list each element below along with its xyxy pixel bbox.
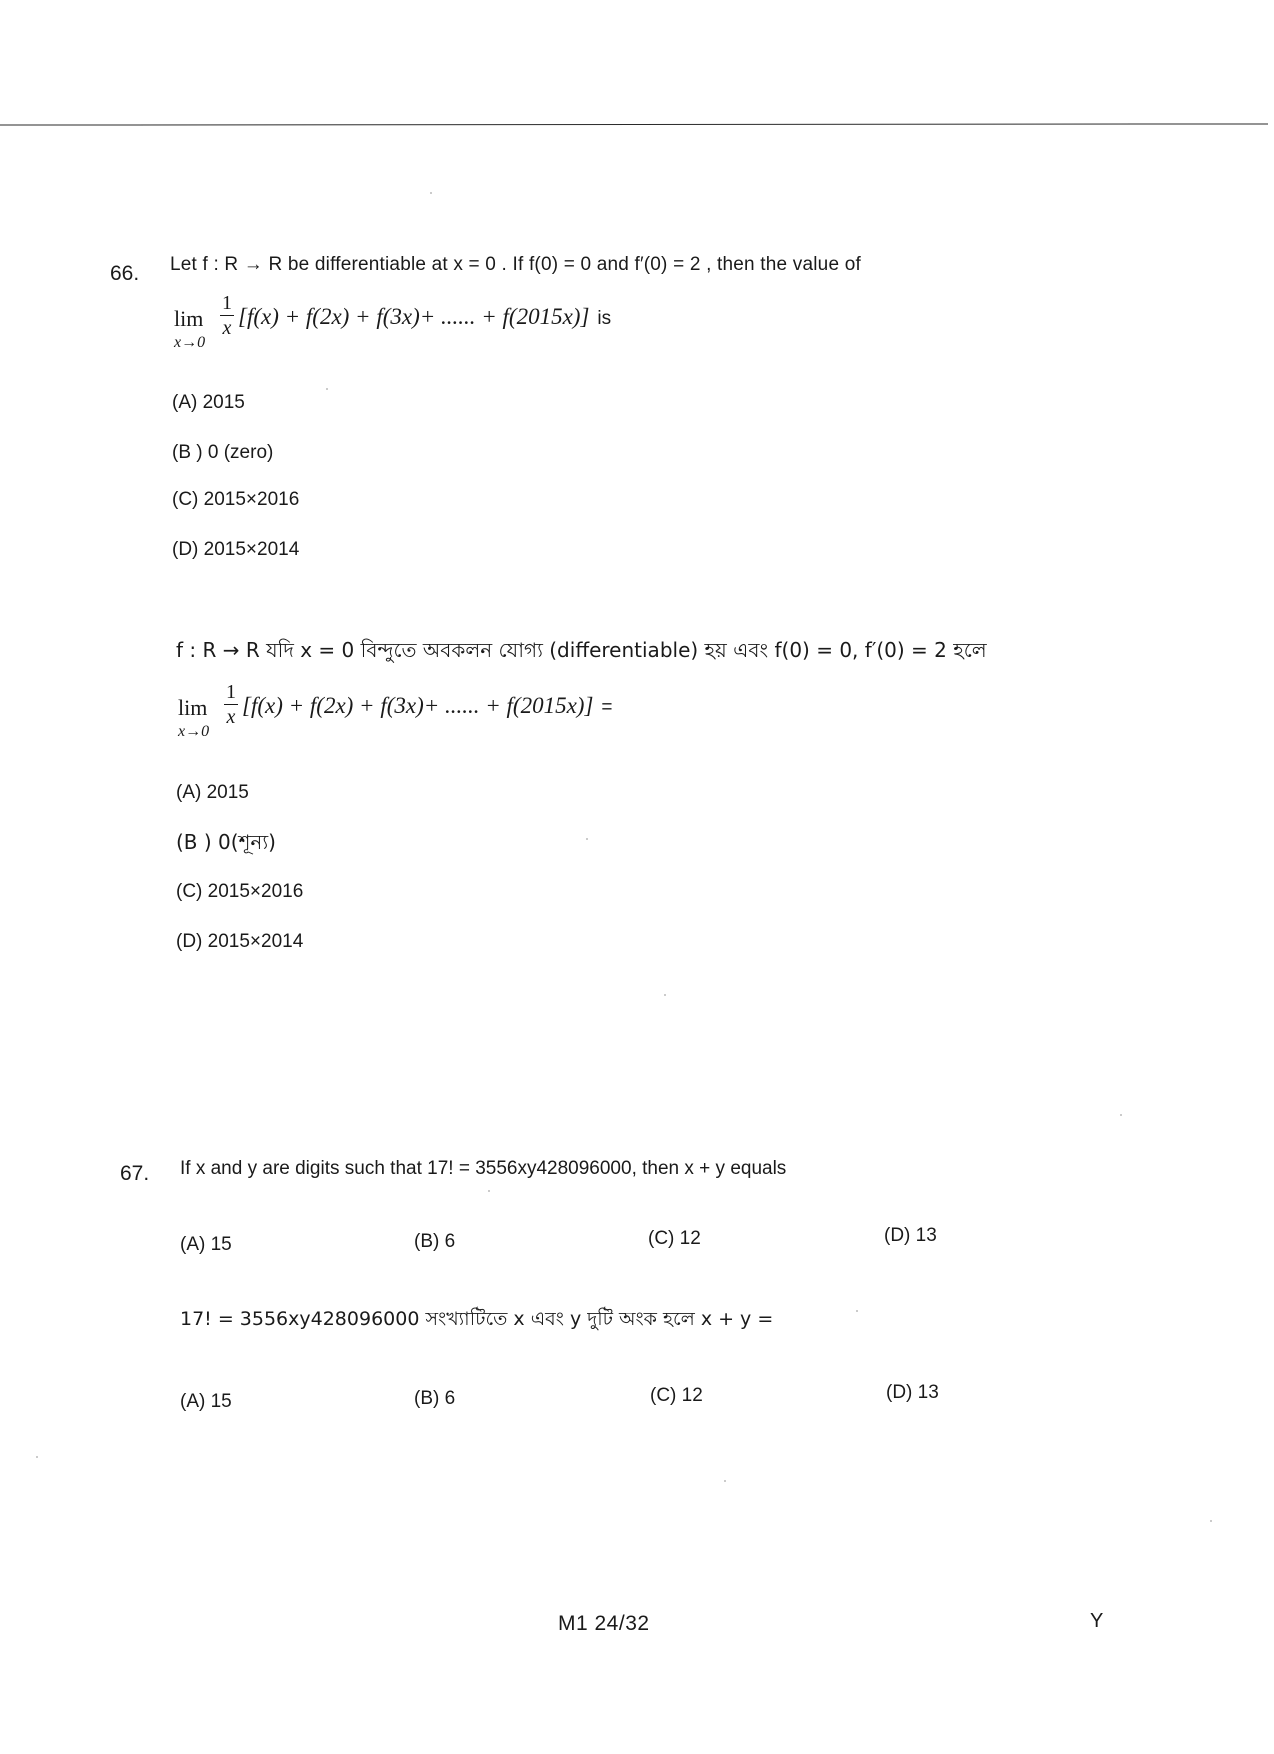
- q67-english-statement: If x and y are digits such that 17! = 3556xy428096000, then x + y equals: [180, 1158, 787, 1179]
- scan-speck: [326, 388, 328, 390]
- fraction-denominator-bn: x: [226, 706, 236, 728]
- q66-english-statement: Let f : R → R be differentiable at x = 0 . If f(0) = 0 and f′(0) = 2 , then the value of: [170, 254, 861, 275]
- limit-bracket-sum: [238, 304, 611, 330]
- q67-option-b-en: (B) 6: [414, 1231, 456, 1252]
- expression-tail: is: [597, 308, 612, 329]
- expression-tail-bn: =: [601, 697, 613, 718]
- q66-option-a-en: (A) 2015: [172, 392, 245, 413]
- scan-speck: [36, 1456, 38, 1458]
- q66-option-a-bn: (A) 2015: [176, 782, 249, 803]
- q67-option-a-bn: (A) 15: [180, 1391, 232, 1412]
- q66-option-c-en: (C) 2015×2016: [172, 489, 300, 510]
- q66-bengali-statement: f : R → R যদি x = 0 বিন্দুতে অবকলন যোগ্য (differentiable) হয় এবং f(0) = 0, f′(0) = 2 হলে: [176, 638, 987, 662]
- question-number-66: 66.: [110, 262, 140, 285]
- fraction-numerator: 1: [222, 292, 232, 314]
- top-rule: [0, 123, 1268, 125]
- fraction-denominator: x: [222, 317, 232, 339]
- q67-option-b-bn: (B) 6: [414, 1388, 456, 1409]
- lim-subscript-bn: x→0: [178, 723, 210, 740]
- scan-speck: [1120, 1114, 1122, 1116]
- q66-option-c-bn: (C) 2015×2016: [176, 881, 304, 902]
- corner-mark: Y: [1090, 1610, 1104, 1632]
- q67-option-a-en: (A) 15: [180, 1234, 232, 1255]
- q66-limit-expression-en: [174, 292, 734, 362]
- sum-expression: [f(x) + f(2x) + f(3x)+ ...... + f(2015x)]: [238, 304, 590, 329]
- scan-speck: [488, 1190, 490, 1192]
- fraction-one-over-x: [220, 292, 234, 339]
- question-number-67: 67.: [120, 1162, 150, 1185]
- scan-speck: [430, 192, 432, 194]
- lim-label: lim: [174, 306, 204, 331]
- lim-subscript: x→0: [174, 334, 206, 351]
- lim-label-bn: lim: [178, 695, 208, 720]
- scan-speck: [586, 838, 588, 840]
- q67-option-c-bn: (C) 12: [650, 1385, 703, 1406]
- q67-bengali-statement: 17! = 3556xy428096000 সংখ্যাটিতে x এবং y দুটি অংক হলে x + y =: [180, 1308, 774, 1330]
- fraction-bar-bn: [224, 704, 238, 705]
- page-number-footer: M1 24/32: [558, 1612, 650, 1635]
- q66-limit-expression-bn: [178, 681, 738, 751]
- q66-option-d-bn: (D) 2015×2014: [176, 931, 304, 952]
- limit-bracket-sum-bn: [242, 693, 613, 719]
- q67-option-d-en: (D) 13: [884, 1225, 937, 1246]
- fraction-numerator-bn: 1: [226, 681, 236, 703]
- q66-option-b-bn: (B ) 0(শূন্য): [176, 830, 276, 854]
- scan-speck: [856, 1310, 858, 1312]
- q66-option-b-en: (B ) 0 (zero): [172, 442, 274, 463]
- scan-speck: [1210, 1520, 1212, 1522]
- q67-option-d-bn: (D) 13: [886, 1382, 939, 1403]
- q67-option-c-en: (C) 12: [648, 1228, 701, 1249]
- scan-speck: [664, 994, 666, 996]
- sum-expression-bn: [f(x) + f(2x) + f(3x)+ ...... + f(2015x)]: [242, 693, 594, 718]
- scan-speck: [724, 1480, 726, 1482]
- fraction-one-over-x-bn: [224, 681, 238, 728]
- q66-option-d-en: (D) 2015×2014: [172, 539, 300, 560]
- fraction-bar: [220, 315, 234, 316]
